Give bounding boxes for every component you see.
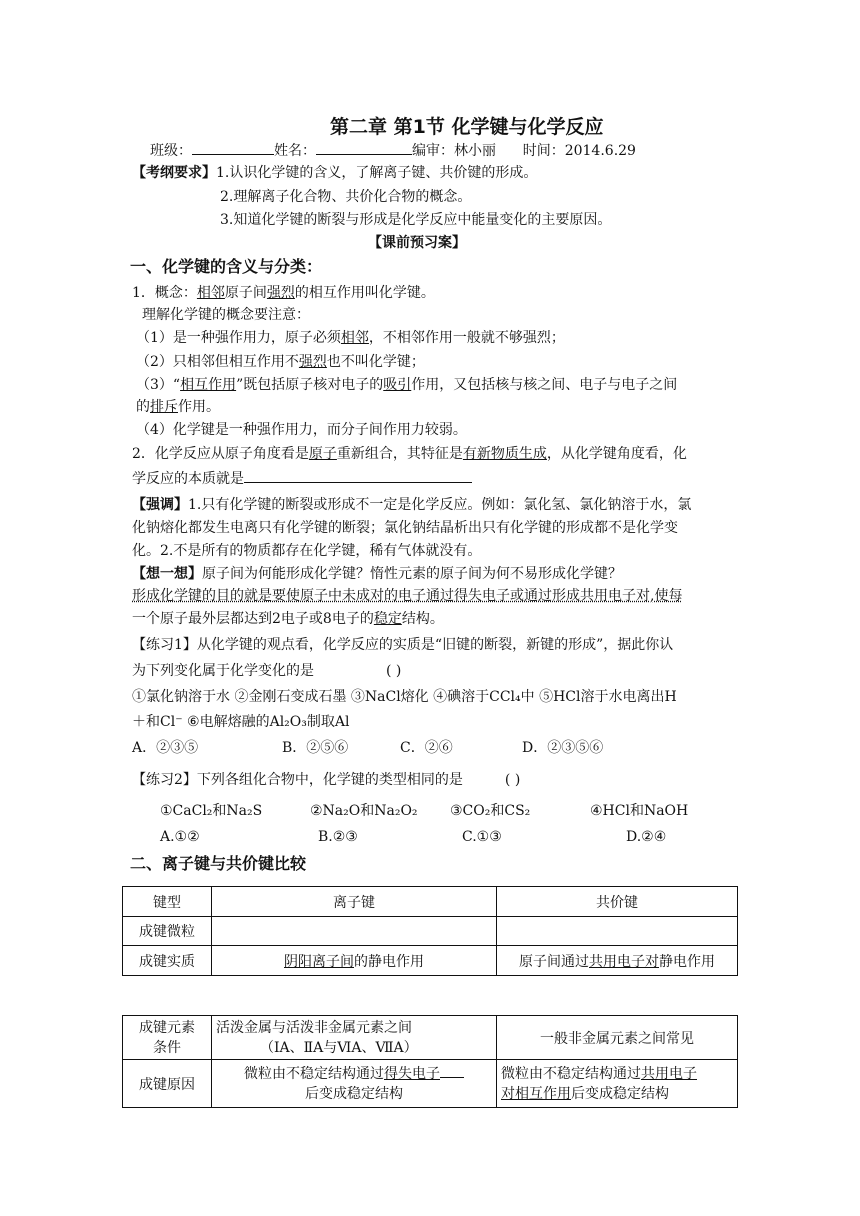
row-particles: 成键微粒 (123, 917, 212, 946)
note-3: （3）“相互作用”既包括原子核对电子的吸引作用，又包括核与核之间、电子与电子之间 (136, 377, 678, 393)
exercise1-line2: 为下列变化属于化学变化的是 ( ) (132, 663, 402, 679)
emphasis-2: 化钠熔化都发生电离只有化学键的断裂；氯化钠结晶析出只有化学键的形成都不是化学变 (132, 520, 678, 536)
section1-heading: 一、化学键的含义与分类： (130, 257, 323, 276)
exercise1-option-a: A．②③⑤ (132, 740, 199, 756)
cell-covalent-essence: 原子间通过共用电子对静电作用 (497, 946, 738, 976)
point-2: 2．化学反应从原子角度看是原子重新组合，其特征是有新物质生成，从化学键角度看，化 (132, 446, 687, 462)
exercise1-line1: 【练习1】从化学键的观点看，化学反应的实质是“旧键的断裂，新键的形成”，据此你认 (132, 637, 674, 653)
note-intro: 理解化学键的概念要注意： (142, 307, 310, 323)
header-bond-type: 键型 (123, 887, 212, 917)
meta-line: 班级： 姓名： 编审：林小丽 时间：2014.6.29 (150, 140, 636, 160)
cell-covalent-condition: 一般非金属元素之间常见 (497, 1016, 738, 1060)
exercise2-option-b: B.②③ (318, 829, 358, 845)
exercise2-option-a: A.①② (160, 829, 200, 845)
exercise2-item-2: ②Na₂O和Na₂O₂ (310, 803, 418, 819)
cell-ionic-condition: 活泼金属与活泼非金属元素之间 （ⅠA、ⅡA与ⅥA、ⅦA） (212, 1016, 497, 1060)
requirement-2: 2.理解离子化合物、共价化合物的概念。 (220, 189, 472, 205)
requirement-3: 3.知道化学键的断裂与形成是化学反应中能量变化的主要原因。 (220, 212, 612, 228)
cell-covalent-reason: 微粒由不稳定结构通过共用电子 对相互作用后变成稳定结构 (497, 1060, 738, 1108)
cell-ionic-essence: 阴阳离子间的静电作用 (212, 946, 497, 976)
page-title: 第二章 第1节 化学键与化学反应 (330, 116, 604, 138)
exercise1-option-b: B．②⑤⑥ (282, 740, 349, 756)
exercise2-option-d: D.②④ (626, 829, 667, 845)
exercise1-option-d: D．②③⑤⑥ (522, 740, 604, 756)
exercise1-option-c: C．②⑥ (400, 740, 453, 756)
think-answer-1: 形成化学键的目的就是要使原子中未成对的电子通过得失电子或通过形成共用电子对,使每 (132, 588, 683, 604)
emphasis-1: 【强调】1.只有化学键的断裂或形成不一定是化学反应。例如：氯化氢、氯化钠溶于水，氯 (132, 497, 692, 513)
header-ionic: 离子键 (212, 887, 497, 917)
row-element-condition: 成键元素 条件 (123, 1016, 212, 1060)
cell-covalent-particles (497, 917, 738, 946)
exercise2-option-c: C.①③ (462, 829, 502, 845)
concept-line: 1．概念：相邻原子间强烈的相互作用叫化学键。 (132, 285, 435, 301)
preview-header: 【课前预习案】 (368, 235, 466, 251)
header-covalent: 共价键 (497, 887, 738, 917)
row-formation-reason: 成键原因 (123, 1060, 212, 1108)
exercise2-item-4: ④HCl和NaOH (590, 803, 689, 819)
note-3-cont: 的排斥作用。 (136, 399, 220, 415)
comparison-table-1 (122, 886, 738, 976)
row-essence: 成键实质 (123, 946, 212, 976)
cell-ionic-reason: 微粒由不稳定结构通过得失电子 后变成稳定结构 (212, 1060, 497, 1108)
emphasis-3: 化。2.不是所有的物质都存在化学键，稀有气体就没有。 (132, 543, 482, 559)
exercise2-line1: 【练习2】下列各组化合物中，化学键的类型相同的是 ( ) (132, 772, 521, 788)
note-2: （2）只相邻但相互作用不强烈也不叫化学键； (136, 354, 425, 370)
cell-ionic-particles (212, 917, 497, 946)
note-4: （4）化学键是一种强作用力，而分子间作用力较弱。 (136, 422, 467, 438)
note-1: （1）是一种强作用力，原子必须相邻，不相邻作用一般就不够强烈； (136, 330, 565, 346)
requirement-1: 【考纲要求】1.认识化学键的含义，了解离子键、共价键的形成。 (132, 165, 538, 181)
exercise1-line4: ＋和Cl⁻ ⑥电解熔融的Al₂O₃制取Al (132, 714, 350, 730)
exercise2-item-3: ③CO₂和CS₂ (450, 803, 531, 819)
section2-heading: 二、离子键与共价键比较 (130, 854, 307, 873)
think-question: 【想一想】原子间为何能形成化学键？惰性元素的原子间为何不易形成化学键？ (132, 566, 622, 582)
comparison-table-2 (122, 1015, 738, 1108)
think-answer-2: 一个原子最外层都达到2电子或8电子的稳定结构。 (132, 611, 444, 627)
exercise1-line3: ①氯化钠溶于水 ②金刚石变成石墨 ③NaCl熔化 ④碘溶于CCl₄中 ⑤HCl溶于水电离出H (132, 689, 677, 705)
point-2-cont: 学反应的本质就是 (132, 468, 472, 488)
exercise2-item-1: ①CaCl₂和Na₂S (160, 803, 263, 819)
